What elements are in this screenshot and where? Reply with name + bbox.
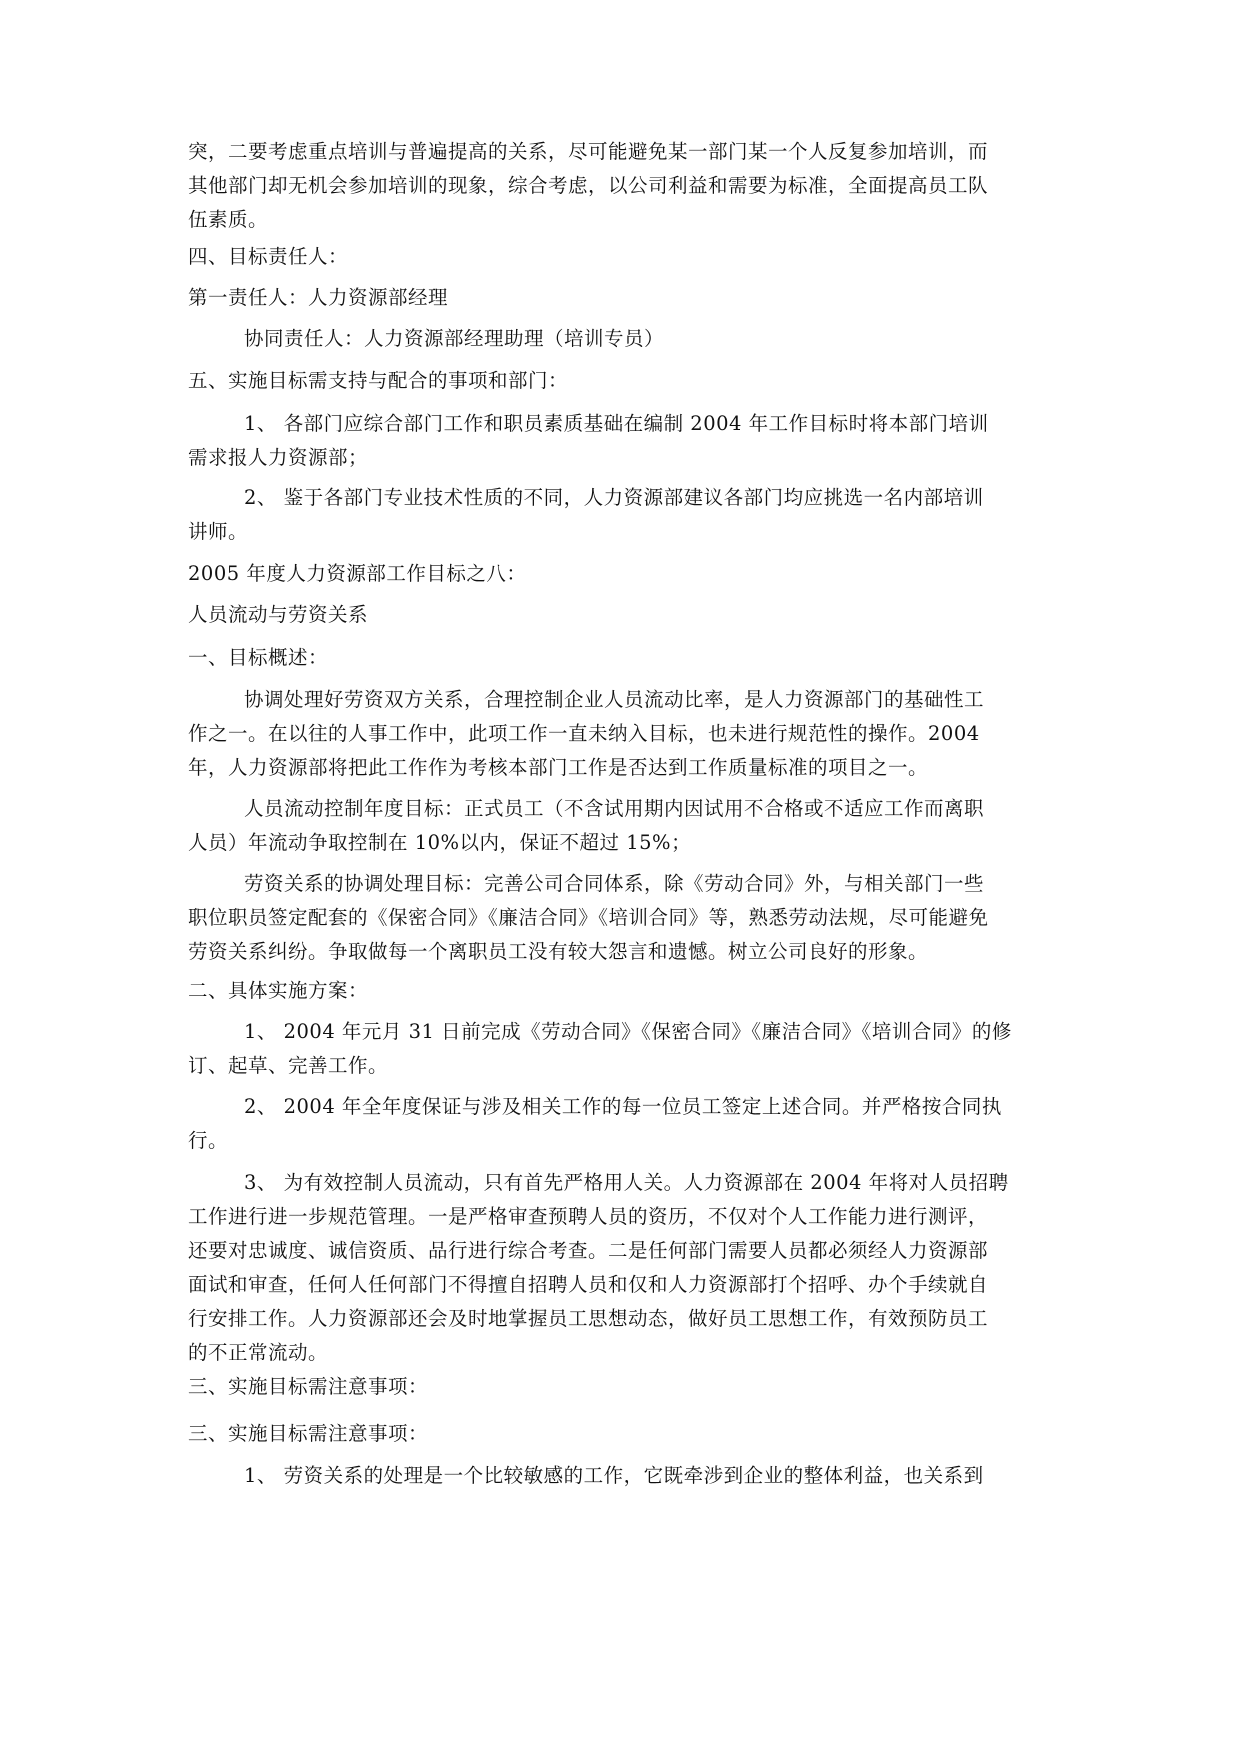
plan-item-2 xyxy=(188,1090,1054,1158)
text-line: 2、 2004 年全年度保证与涉及相关工作的每一位员工签定上述合同。并严格按合同执 xyxy=(244,1095,1002,1118)
paragraph-co-responsible xyxy=(188,322,1054,356)
plan-item-3 xyxy=(188,1166,1054,1404)
section-heading: 2005 年度人力资源部工作目标之八： xyxy=(188,562,527,585)
text-line: 还要对忠诚度、诚信资质、品行进行综合考查。二是任何部门需要人员都必须经人力资源部 xyxy=(188,1239,989,1262)
paragraph-first-responsible xyxy=(188,281,1054,315)
text-line: 订、起草、完善工作。 xyxy=(188,1054,389,1077)
paragraph-turnover-target xyxy=(188,792,1054,860)
text-line: 需求报人力资源部； xyxy=(188,446,369,469)
paragraph-training-balance xyxy=(188,135,1054,237)
text-line: 行。 xyxy=(188,1129,229,1152)
text-line: 的不正常流动。 xyxy=(188,1341,329,1364)
text-line: 年，人力资源部将把此工作作为考核本部门工作是否达到工作质量标准的项目之一。 xyxy=(188,756,929,779)
text-line: 劳资关系的协调处理目标：完善公司合同体系，除《劳动合同》外，与相关部门一些 xyxy=(244,872,985,895)
text-line: 人员流动控制年度目标：正式员工（不含试用期内因试用不合格或不适应工作而离职 xyxy=(244,797,985,820)
section-heading: 五、实施目标需支持与配合的事项和部门： xyxy=(188,369,569,392)
section-heading: 三、实施目标需注意事项： xyxy=(188,1422,429,1445)
text-line: 讲师。 xyxy=(188,520,249,543)
goal-title xyxy=(188,557,1054,591)
text-line: 1、 劳资关系的处理是一个比较敏感的工作，它既牵涉到企业的整体利益，也关系到 xyxy=(244,1464,984,1487)
heading-implementation-plan xyxy=(188,974,1054,1008)
plan-item-1 xyxy=(188,1015,1054,1083)
text-line: 1、 2004 年元月 31 日前完成《劳动合同》《保密合同》《廉洁合同》《培训合同》的修 xyxy=(244,1020,1012,1043)
text-line: 职位职员签定配套的《保密合同》《廉洁合同》《培训合同》等，熟悉劳动法规，尽可能避免 xyxy=(188,906,989,929)
section-heading: 四、目标责任人： xyxy=(188,245,349,268)
paragraph-overview xyxy=(188,683,1054,785)
text-line: 面试和审查，任何人任何部门不得擅自招聘人员和仅和人力资源部打个招呼、办个手续就自 xyxy=(188,1273,989,1296)
support-item-1 xyxy=(188,407,1054,475)
text-line: 突，二要考虑重点培训与普遍提高的关系，尽可能避免某一部门某一个人反复参加培训，而 xyxy=(188,140,989,163)
section-heading: 人员流动与劳资关系 xyxy=(188,603,369,626)
text-line: 工作进行进一步规范管理。一是严格审查预聘人员的资历，不仅对个人工作能力进行测评， xyxy=(188,1205,989,1228)
text-line: 其他部门却无机会参加培训的现象，综合考虑，以公司利益和需要为标准，全面提高员工队 xyxy=(188,174,989,197)
heading-implementation-notes xyxy=(188,1417,1054,1451)
goal-subtitle xyxy=(188,598,1054,632)
text-line: 三、实施目标需注意事项： xyxy=(188,1375,429,1398)
heading-support-departments xyxy=(188,364,1054,398)
text-line: 协同责任人：人力资源部经理助理（培训专员） xyxy=(244,327,665,350)
text-line: 人员）年流动争取控制在 10%以内，保证不超过 15%； xyxy=(188,831,692,854)
text-line: 2、 鉴于各部门专业技术性质的不同，人力资源部建议各部门均应挑选一名内部培训 xyxy=(244,486,984,509)
text-line: 3、 为有效控制人员流动，只有首先严格用人关。人力资源部在 2004 年将对人员招聘 xyxy=(244,1171,1009,1194)
section-heading: 一、目标概述： xyxy=(188,646,329,669)
notes-item-1 xyxy=(188,1459,1054,1493)
section-heading: 二、具体实施方案： xyxy=(188,979,369,1002)
text-line: 劳资关系纠纷。争取做每一个离职员工没有较大怨言和遗憾。树立公司良好的形象。 xyxy=(188,940,929,963)
paragraph-labor-relations-target xyxy=(188,867,1054,969)
text-line: 第一责任人：人力资源部经理 xyxy=(188,286,449,309)
support-item-2 xyxy=(188,481,1054,549)
text-line: 行安排工作。人力资源部还会及时地掌握员工思想动态，做好员工思想工作，有效预防员工 xyxy=(188,1307,989,1330)
text-line: 伍素质。 xyxy=(188,208,269,231)
heading-target-responsible xyxy=(188,240,1054,274)
text-line: 作之一。在以往的人事工作中，此项工作一直未纳入目标，也未进行规范性的操作。2004 xyxy=(188,722,980,745)
text-line: 协调处理好劳资双方关系，合理控制企业人员流动比率，是人力资源部门的基础性工 xyxy=(244,688,985,711)
heading-goal-overview xyxy=(188,641,1054,675)
text-line: 1、 各部门应综合部门工作和职员素质基础在编制 2004 年工作目标时将本部门培训 xyxy=(244,412,989,435)
